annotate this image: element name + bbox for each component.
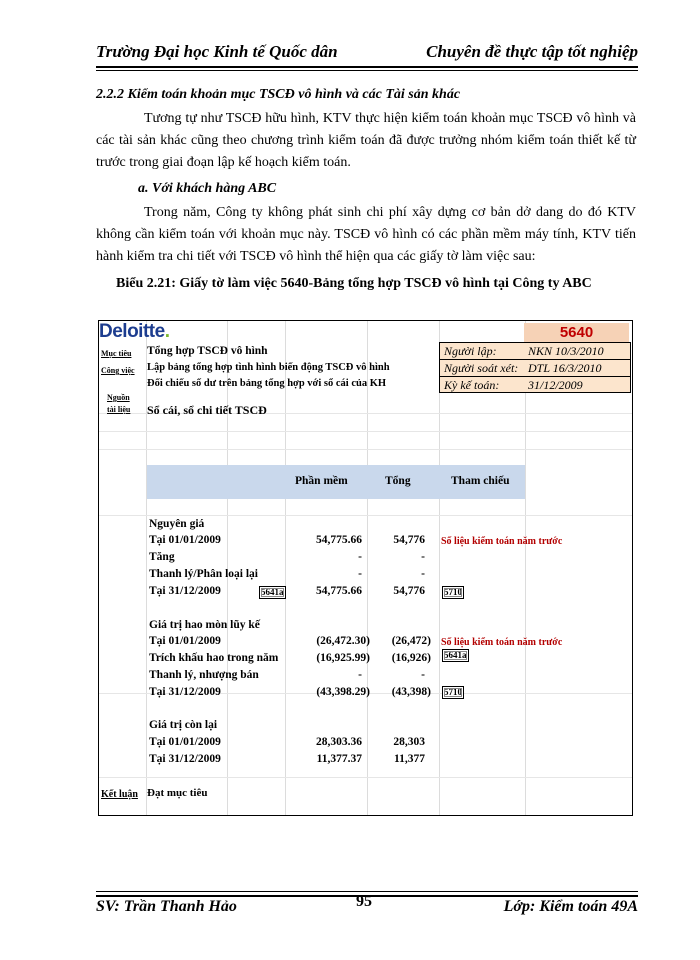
value-phan-mem: (26,472.30) bbox=[316, 635, 370, 647]
value-tong: 11,377 bbox=[394, 753, 425, 765]
page-number: 95 bbox=[356, 893, 372, 910]
footer-rule-thin bbox=[96, 891, 638, 892]
cong-viec-line-1: Lập bảng tổng hợp tình hình biến động TSCĐ vô hình bbox=[147, 362, 390, 373]
value-tong: 28,303 bbox=[393, 736, 425, 748]
section-title: 2.2.2 Kiểm toán khoản mục TSCĐ vô hình và các Tài sản khác bbox=[96, 87, 461, 102]
reference-tag[interactable]: 5641a bbox=[261, 587, 284, 597]
working-paper-code: 5640 bbox=[524, 323, 629, 342]
value-tong: - bbox=[421, 669, 425, 681]
row-label: Tại 31/12/2009 bbox=[149, 585, 221, 597]
value-tong: (26,472) bbox=[391, 635, 431, 647]
value-tong: (16,926) bbox=[391, 652, 431, 664]
signoff-box bbox=[439, 342, 631, 393]
row-label: Tại 01/01/2009 bbox=[149, 635, 221, 647]
signoff-reviewer: Người soát xét: DTL 16/3/2010 bbox=[444, 361, 602, 375]
value-tong: 54,776 bbox=[393, 585, 425, 597]
figure-caption: Biểu 2.21: Giấy tờ làm việc 5640-Bảng tổng hợp TSCĐ vô hình tại Công ty ABC bbox=[116, 276, 592, 291]
footer-student: SV: Trần Thanh Hảo bbox=[96, 898, 237, 915]
value-phan-mem: (43,398.29) bbox=[316, 686, 370, 698]
paragraph-1-text: Tương tự như TSCĐ hữu hình, KTV thực hiện kiểm toán khoản mục TSCĐ vô hình và các tài sản khác cũng theo chương trình kiểm toán đã được trưởng nhóm kiểm toán thiết kế từ trước trong giai đoạn lập kế hoạch kiểm toán. bbox=[96, 111, 636, 170]
row-label: Tại 31/12/2009 bbox=[149, 753, 221, 765]
section-con-lai: Giá trị còn lại bbox=[149, 719, 218, 731]
value-phan-mem: - bbox=[358, 551, 362, 563]
header-report-title: Chuyên đề thực tập tốt nghiệp bbox=[426, 42, 638, 61]
working-paper bbox=[98, 320, 633, 816]
value-phan-mem: 54,775.66 bbox=[316, 534, 362, 546]
footer-class: Lớp: Kiểm toán 49A bbox=[503, 898, 638, 915]
row-label: Tại 31/12/2009 bbox=[149, 686, 221, 698]
row-label: Tăng bbox=[149, 551, 175, 563]
paragraph-1 bbox=[96, 108, 636, 174]
deloitte-logo: Deloitte. bbox=[99, 321, 170, 342]
col-tham-chieu: Tham chiếu bbox=[451, 475, 510, 487]
row-label: Thanh lý/Phân loại lại bbox=[149, 568, 258, 580]
value-phan-mem: - bbox=[358, 669, 362, 681]
value-tong: - bbox=[421, 551, 425, 563]
prior-year-note: Số liệu kiểm toán năm trước bbox=[441, 637, 563, 648]
value-tong: - bbox=[421, 568, 425, 580]
page-header bbox=[96, 40, 638, 68]
signoff-period: Kỳ kế toán: 31/12/2009 bbox=[444, 378, 583, 392]
value-tong: 54,776 bbox=[393, 534, 425, 546]
paragraph-2-text: Trong năm, Công ty không phát sinh chi phí xây dựng cơ bản dở dang do đó KTV không cần kiểm toán với khoản mục này. TSCĐ vô hình có các phần mềm máy tính, KTV tiến hành kiểm tra chi tiết với TSCĐ vô hình thể hiện qua các giấy tờ làm việc sau: bbox=[96, 205, 636, 264]
subsection-title: a. Với khách hàng ABC bbox=[138, 181, 277, 196]
nguon-value: Sổ cái, sổ chi tiết TSCĐ bbox=[147, 403, 267, 417]
reference-tag[interactable]: 5641a bbox=[444, 650, 467, 660]
col-phan-mem: Phần mềm bbox=[295, 475, 348, 487]
cong-viec-label: Công việc bbox=[101, 366, 135, 375]
muc-tieu-value: Tổng hợp TSCĐ vô hình bbox=[147, 345, 268, 357]
header-university: Trường Đại học Kinh tế Quốc dân bbox=[96, 42, 338, 61]
cong-viec-line-2: Đối chiếu số dư trên bảng tổng hợp với sổ cái của KH bbox=[147, 378, 387, 389]
row-label: Tại 01/01/2009 bbox=[149, 534, 221, 546]
signoff-preparer: Người lập: NKN 10/3/2010 bbox=[444, 344, 604, 358]
nguon-label-2: tài liệu bbox=[107, 405, 131, 414]
value-tong: (43,398) bbox=[391, 686, 431, 698]
muc-tieu-label: Mục tiêu bbox=[101, 349, 132, 358]
value-phan-mem: 54,775.66 bbox=[316, 585, 362, 597]
ket-luan-value: Đạt mục tiêu bbox=[147, 787, 208, 799]
reference-tag[interactable]: 5710 bbox=[444, 587, 462, 597]
section-nguyen-gia: Nguyên giá bbox=[149, 518, 205, 530]
nguon-label-1: Nguồn bbox=[107, 393, 130, 402]
value-phan-mem: (16,925.99) bbox=[316, 652, 370, 664]
row-label: Trích khấu hao trong năm bbox=[149, 652, 279, 664]
section-hao-mon: Giá trị hao mòn lũy kế bbox=[149, 619, 260, 631]
ket-luan-label: Kết luận bbox=[101, 789, 138, 800]
paragraph-2 bbox=[96, 202, 636, 268]
col-tong: Tổng bbox=[385, 475, 411, 487]
reference-tag[interactable]: 5710 bbox=[444, 687, 462, 697]
prior-year-note: Số liệu kiểm toán năm trước bbox=[441, 536, 563, 547]
value-phan-mem: - bbox=[358, 568, 362, 580]
value-phan-mem: 28,303.36 bbox=[316, 736, 362, 748]
row-label: Tại 01/01/2009 bbox=[149, 736, 221, 748]
row-label: Thanh lý, nhượng bán bbox=[149, 669, 259, 681]
value-phan-mem: 11,377.37 bbox=[316, 753, 362, 765]
header-rule bbox=[96, 70, 638, 71]
table-header bbox=[147, 465, 525, 499]
